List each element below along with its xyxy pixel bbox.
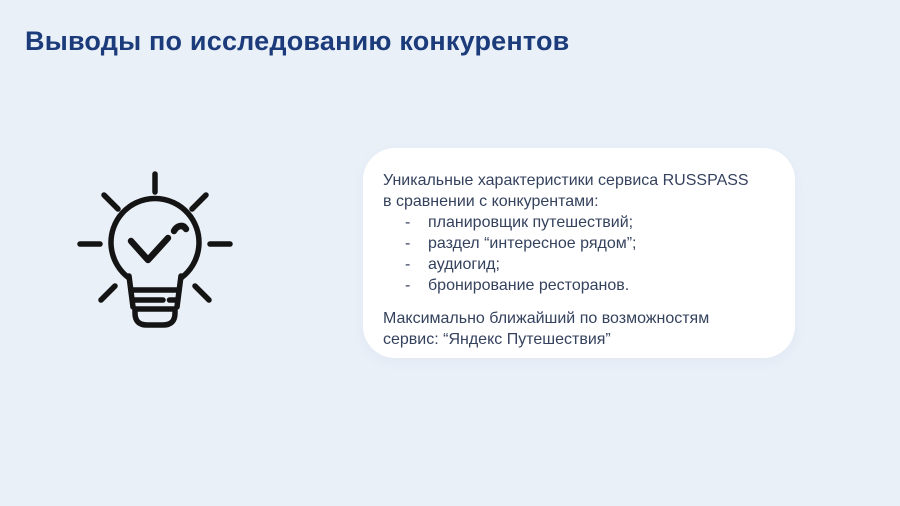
bullet-dash: -	[405, 256, 411, 273]
card-closing-line2: сервис: “Яндекс Путешествия”	[383, 331, 611, 348]
list-item-text: планировщик путешествий;	[428, 214, 634, 231]
list-item-text: раздел “интересное рядом”;	[428, 235, 637, 252]
list-item	[405, 233, 777, 254]
bullet-dash: -	[405, 214, 411, 231]
card-intro-line2: в сравнении с конкурентами:	[383, 193, 599, 210]
feature-list	[383, 212, 777, 296]
bullet-dash: -	[405, 235, 411, 252]
lightbulb-check-icon-svg	[75, 170, 235, 330]
list-item-text: бронирование ресторанов.	[428, 277, 630, 294]
card-closing	[383, 308, 777, 350]
list-item	[405, 212, 777, 233]
card-intro-line1: Уникальные характеристики сервиса RUSSPASS	[383, 172, 749, 189]
page-title: Выводы по исследованию конкурентов	[25, 26, 570, 56]
bullet-dash: -	[405, 277, 411, 294]
list-item-text: аудиогид;	[428, 256, 500, 273]
lightbulb-check-icon	[75, 170, 235, 330]
list-item	[405, 254, 777, 275]
insight-card	[363, 148, 795, 358]
list-item	[405, 275, 777, 296]
card-intro	[383, 170, 777, 212]
card-closing-line1: Максимально ближайший по возможностям	[383, 310, 710, 327]
